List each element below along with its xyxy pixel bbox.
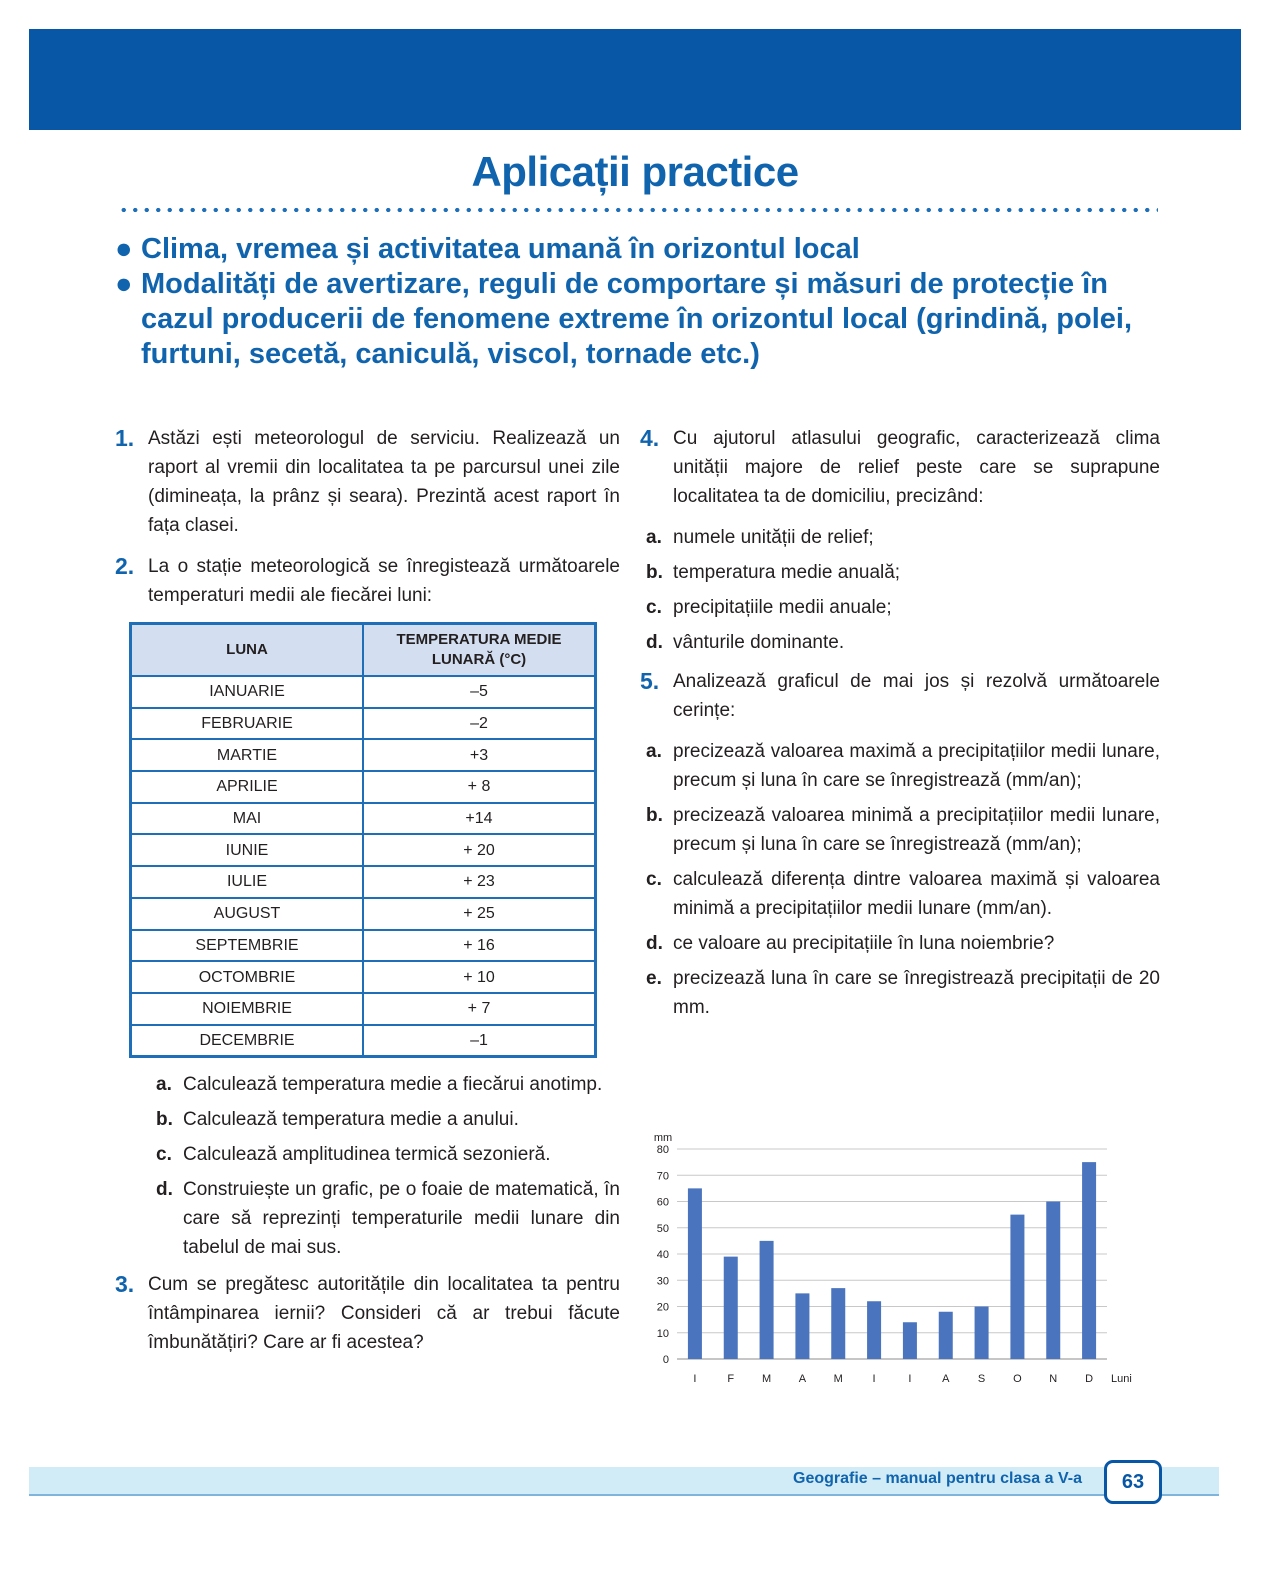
exercise-text: Cum se pregătesc autoritățile din localitatea ta pentru întâmpinarea iernii? Consideri că ar trebui făcute îmbunătățiri? Care ar fi acestea? (148, 1274, 620, 1354)
table-row (131, 898, 596, 930)
temperature-cell: + 10 (363, 961, 596, 993)
temperature-cell: –2 (363, 708, 596, 740)
task-letter: d. (646, 933, 663, 954)
month-cell: AUGUST (131, 898, 364, 930)
temperature-cell: + 23 (363, 866, 596, 898)
x-tick-label: A (798, 1373, 807, 1385)
bar (1046, 1202, 1060, 1360)
y-axis-label: mm (653, 1132, 673, 1144)
task-letter: c. (646, 869, 662, 890)
task-letter: c. (646, 597, 662, 618)
month-cell: DECEMBRIE (131, 1025, 364, 1057)
bar (903, 1322, 917, 1359)
task-item (150, 1175, 620, 1262)
month-cell: SEPTEMBRIE (131, 930, 364, 962)
footer-text: Geografie – manual pentru clasa a V-a (793, 1470, 1082, 1487)
task-item (640, 628, 1160, 657)
topic-text: Modalități de avertizare, reguli de comportare și măsuri de protecție în cazul producerii de fenomene extreme în orizontul local (grindină, polei, furtuni, secetă, caniculă, viscol, tornade etc.) (141, 268, 1132, 370)
x-tick-label: M (833, 1373, 843, 1385)
task-text: Calculează temperatura medie a fiecărui anotimp. (183, 1074, 603, 1096)
task-item (640, 523, 1160, 552)
month-cell: IULIE (131, 866, 364, 898)
exercise-number: 4. (640, 425, 660, 451)
exercise-text: Analizează graficul de mai jos și rezolvă următoarele cerințe: (673, 671, 1160, 721)
x-axis-label: Luni (1111, 1373, 1132, 1385)
task-item (640, 558, 1160, 587)
page-title: Aplicații practice (471, 148, 799, 195)
page-number: 63 (1104, 1460, 1162, 1504)
task-item (640, 865, 1160, 923)
exercise-3 (115, 1270, 620, 1357)
y-tick-label: 30 (656, 1275, 669, 1288)
table-row (131, 834, 596, 866)
header-band (29, 29, 1241, 130)
y-tick-label: 40 (656, 1249, 669, 1261)
x-tick-label: F (727, 1373, 735, 1385)
x-tick-label: A (942, 1373, 950, 1385)
temperature-cell: + 7 (363, 993, 596, 1025)
task-text: numele unității de relief; (673, 527, 874, 548)
month-cell: FEBRUARIE (131, 708, 364, 740)
task-item (640, 737, 1160, 795)
footer-line (29, 1494, 1219, 1496)
table-row (131, 866, 596, 898)
table-header-row (131, 624, 596, 677)
bar (1082, 1162, 1096, 1359)
x-tick-label: I (872, 1373, 876, 1385)
column-header-temperature: TEMPERATURA MEDIE LUNARĂ (°C) (363, 624, 596, 677)
task-letter: a. (156, 1074, 172, 1096)
exercise-4 (640, 424, 1160, 511)
right-column (640, 424, 1160, 1032)
bar (688, 1188, 702, 1359)
month-cell: OCTOMBRIE (131, 961, 364, 993)
table-row (131, 1025, 596, 1057)
bar (939, 1312, 953, 1359)
exercise-5-tasks (640, 737, 1160, 1022)
exercise-text: Cu ajutorul atlasului geografic, caracterizează clima unității majore de relief peste care se suprapune localitatea ta de domiciliu, precizând: (673, 428, 1160, 507)
task-letter: b. (646, 805, 663, 826)
task-text: calculează diferența dintre valoarea maximă și valoarea minimă a precipitațiilor medii lunare (mm/an). (673, 869, 1160, 919)
y-tick-label: 0 (662, 1354, 669, 1366)
exercise-text: Astăzi ești meteorologul de serviciu. Realizează un raport al vremii din localitatea ta pe parcursul unei zile (dimineața, la prânz și seara). Prezintă acest raport în fața clasei. (148, 428, 620, 536)
temperature-cell: +3 (363, 739, 596, 771)
exercise-2 (115, 552, 620, 610)
month-cell: MARTIE (131, 739, 364, 771)
table-row (131, 803, 596, 835)
month-cell: IUNIE (131, 834, 364, 866)
task-text: vânturile dominante. (673, 632, 845, 653)
task-text: precipitațiile medii anuale; (673, 597, 892, 618)
exercise-number: 3. (115, 1271, 135, 1298)
temperature-cell: –1 (363, 1025, 596, 1057)
column-header-month: LUNA (131, 624, 364, 677)
exercise-1 (115, 424, 620, 540)
y-tick-label: 20 (656, 1301, 669, 1314)
task-text: precizează luna în care se înregistrează precipitații de 20 mm. (673, 968, 1160, 1018)
table-row (131, 676, 596, 708)
temperature-cell: –5 (363, 676, 596, 708)
exercise-2-tasks (150, 1070, 620, 1262)
task-text: precizează valoarea maximă a precipitațiilor medii lunare, precum și luna în care se înregistrează (mm/an); (673, 741, 1160, 791)
task-letter: e. (646, 968, 662, 989)
x-tick-label: O (1013, 1373, 1022, 1385)
y-tick-label: 50 (656, 1222, 669, 1235)
task-letter: d. (646, 632, 663, 653)
x-tick-label: M (761, 1373, 772, 1385)
exercise-number: 2. (115, 553, 135, 579)
task-letter: b. (646, 562, 663, 583)
task-letter: d. (156, 1179, 173, 1201)
y-tick-label: 60 (656, 1196, 669, 1209)
x-tick-label: I (693, 1373, 697, 1385)
task-item (640, 593, 1160, 622)
month-cell: APRILIE (131, 771, 364, 803)
temperature-cell: + 20 (363, 834, 596, 866)
x-tick-label: N (1049, 1373, 1058, 1385)
exercise-5 (640, 667, 1160, 725)
x-tick-label: D (1085, 1373, 1094, 1385)
temperature-cell: + 16 (363, 930, 596, 962)
bar (760, 1241, 774, 1359)
dotted-divider (118, 207, 1158, 213)
exercise-number: 1. (115, 425, 135, 451)
temperature-cell: + 25 (363, 898, 596, 930)
y-tick-label: 70 (656, 1170, 669, 1183)
chart-canvas (645, 1128, 1145, 1393)
task-item (150, 1070, 620, 1099)
month-cell: MAI (131, 803, 364, 835)
bar (831, 1288, 845, 1359)
topic-item (115, 267, 1175, 372)
x-tick-label: S (977, 1373, 986, 1385)
task-text: ce valoare au precipitațiile în luna noiembrie? (673, 933, 1055, 954)
table-row (131, 739, 596, 771)
month-cell: NOIEMBRIE (131, 993, 364, 1025)
topic-list (115, 232, 1175, 372)
task-text: temperatura medie anuală; (673, 562, 901, 583)
exercise-number: 5. (640, 668, 660, 694)
topic-item (115, 232, 1175, 267)
task-letter: b. (156, 1109, 173, 1131)
task-item (150, 1105, 620, 1134)
task-item (640, 964, 1160, 1022)
bar (795, 1293, 809, 1359)
y-tick-label: 80 (656, 1144, 669, 1156)
bar (867, 1301, 881, 1359)
exercise-4-tasks (640, 523, 1160, 657)
exercise-text: La o stație meteorologică se înregistează următoarele temperaturi medii ale fiecărei luni: (148, 556, 620, 606)
bar (975, 1307, 989, 1360)
temperature-cell: + 8 (363, 771, 596, 803)
task-item (640, 929, 1160, 958)
bar (724, 1257, 738, 1359)
table-row (131, 993, 596, 1025)
task-text: Construiește un grafic, pe o foaie de matematică, în care să reprezinți temperaturile medii lunare din tabelul de mai sus. (183, 1179, 620, 1259)
bullet-icon: ● (115, 268, 133, 300)
bullet-icon: ● (115, 233, 133, 265)
task-item (640, 801, 1160, 859)
temperature-cell: +14 (363, 803, 596, 835)
month-cell: IANUARIE (131, 676, 364, 708)
x-tick-label: I (908, 1373, 912, 1385)
task-letter: a. (646, 527, 662, 548)
table-row (131, 930, 596, 962)
table-row (131, 961, 596, 993)
left-column (115, 424, 620, 1369)
task-letter: c. (156, 1144, 172, 1166)
task-text: Calculează amplitudinea termică sezonieră. (183, 1144, 551, 1166)
table-row (131, 708, 596, 740)
task-letter: a. (646, 741, 662, 762)
table-row (131, 771, 596, 803)
topic-text: Clima, vremea și activitatea umană în orizontul local (141, 233, 860, 265)
temperature-table (129, 622, 597, 1058)
task-item (150, 1140, 620, 1169)
task-text: Calculează temperatura medie a anului. (183, 1109, 519, 1131)
bar (1010, 1215, 1024, 1359)
precipitation-chart (645, 1128, 1145, 1393)
task-text: precizează valoarea minimă a precipitațiilor medii lunare, precum și luna în care se înregistrează (mm/an); (673, 805, 1160, 855)
y-tick-label: 10 (656, 1327, 669, 1340)
